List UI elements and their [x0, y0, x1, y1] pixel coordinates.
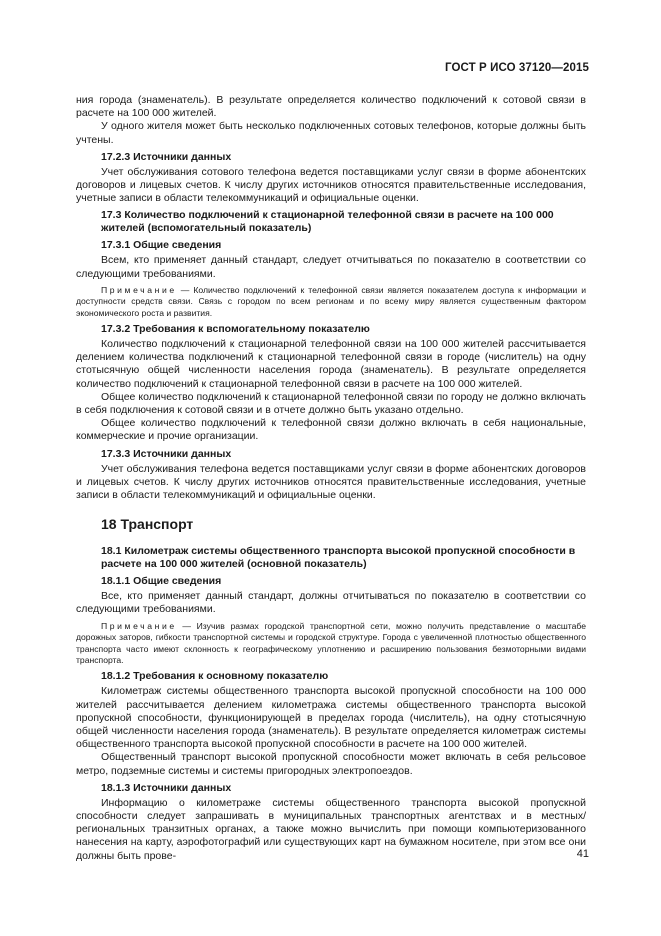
paragraph: Количество подключений к стационарной телефонной связи на 100 000 жителей рассчитывается делением количества подключений к стационарной телефонной связи в городе (числитель) на одну стотысячную общей численности населения города (знаменатель). В результате определяется количество подключений к стационарной телефонной связи в расчете на 100 000 жителей. — [76, 338, 586, 390]
paragraph: Все, кто применяет данный стандарт, должны отчитываться по показателю в соответствии со следующими требованиями. — [76, 590, 586, 616]
section-heading: 17.3.2 Требования к вспомогательному показателю — [101, 323, 370, 336]
paragraph: Общее количество подключений к телефонной связи должно включать в себя национальные, коммерческие и прочие организации. — [76, 417, 586, 443]
note-label: Примечание — [101, 284, 177, 295]
page-number: 41 — [576, 848, 589, 860]
note-text: — Изучив размах городской транспортной сети, можно получить представление о масштабе дорожных заторов, гибкости транспортной системы и городской структуре. Города с увеличенной плотностью общественного транспорта часто имеют склонность к географическому уплотнению и расширению пользования безмоторными видами транспорта. — [76, 620, 586, 665]
note — [76, 621, 586, 667]
paragraph: Километраж системы общественного транспорта высокой пропускной способности на 100 000 жителей рассчитывается делением километража системы общественного транспорта высокой пропускной способности, функционирующей в пределах города (числитель), на одну стотысячную общей численности населения города (знаменатель). В результате определяется километраж системы общественного транспорта высокой пропускной способности в расчете на 100 000 жителей. — [76, 685, 586, 751]
note-label: Примечание — [101, 620, 177, 631]
paragraph: Информацию о километраже системы общественного транспорта высокой пропускной способности следует запрашивать в муниципальных транспортных агентствах и в местных/региональных транзитных органах, а также можно вычислить при помощи компьютеризованного нанесения на карту, аэрофотографий или существующих карт на бумажном носителе, при этом все они должны быть прове- — [76, 796, 586, 862]
section-heading: 18.1.1 Общие сведения — [101, 575, 222, 588]
section-heading: 18.1 Километраж системы общественного транспорта высокой пропускной способности в расчете на 100 000 жителей (основной показатель) — [101, 545, 576, 571]
paragraph: Учет обслуживания телефона ведется поставщиками услуг связи в форме абонентских договоров и лицевых счетов. К числу других источников относятся правительственные исследования, учетные записи в области телекоммуникаций и официальные оценки. — [76, 462, 586, 502]
section-heading: 17.3 Количество подключений к стационарной телефонной связи в расчете на 100 000 жителей (вспомогательный показатель) — [101, 209, 554, 235]
document-header: ГОСТ Р ИСО 37120—2015 — [444, 62, 589, 74]
section-heading: 18.1.3 Источники данных — [101, 781, 232, 794]
paragraph: Общественный транспорт высокой пропускной способности может включать в себя рельсовое метро, подземные системы и системы пригородных электропоездов. — [76, 751, 586, 777]
section-heading: 17.2.3 Источники данных — [101, 150, 232, 163]
paragraph: Всем, кто применяет данный стандарт, следует отчитываться по показателю в соответствии со следующими требованиями. — [76, 254, 586, 280]
paragraph: ния города (знаменатель). В результате определяется количество подключений к сотовой связи в расчете на 100 000 жителей. — [76, 94, 586, 120]
note-text: — Количество подключений к телефонной связи является показателем доступа к информации и доступности средств связи. Связь с городом по всем регионам и по всему миру является существенным фактором экономического роста и развития. — [76, 284, 586, 318]
section-heading: 17.3.3 Источники данных — [101, 447, 232, 460]
document-body — [76, 94, 586, 863]
section-heading: 17.3.1 Общие сведения — [101, 239, 222, 252]
note — [76, 285, 586, 319]
paragraph: Учет обслуживания сотового телефона ведется поставщиками услуг связи в форме абонентских договоров и лицевых счетов. К числу других источников относятся правительственные исследования, учетные записи в области телекоммуникаций и официальные оценки. — [76, 165, 586, 205]
section-heading: 18.1.2 Требования к основному показателю — [101, 670, 329, 683]
paragraph: Общее количество подключений к стационарной телефонной связи по городу не должно включать в себя подключения к сотовой связи и в отчете должно быть указано отдельно. — [76, 390, 586, 417]
paragraph: У одного жителя может быть несколько подключенных сотовых телефонов, которые должны быть учтены. — [76, 120, 586, 146]
chapter-heading: 18 Транспорт — [101, 516, 194, 533]
